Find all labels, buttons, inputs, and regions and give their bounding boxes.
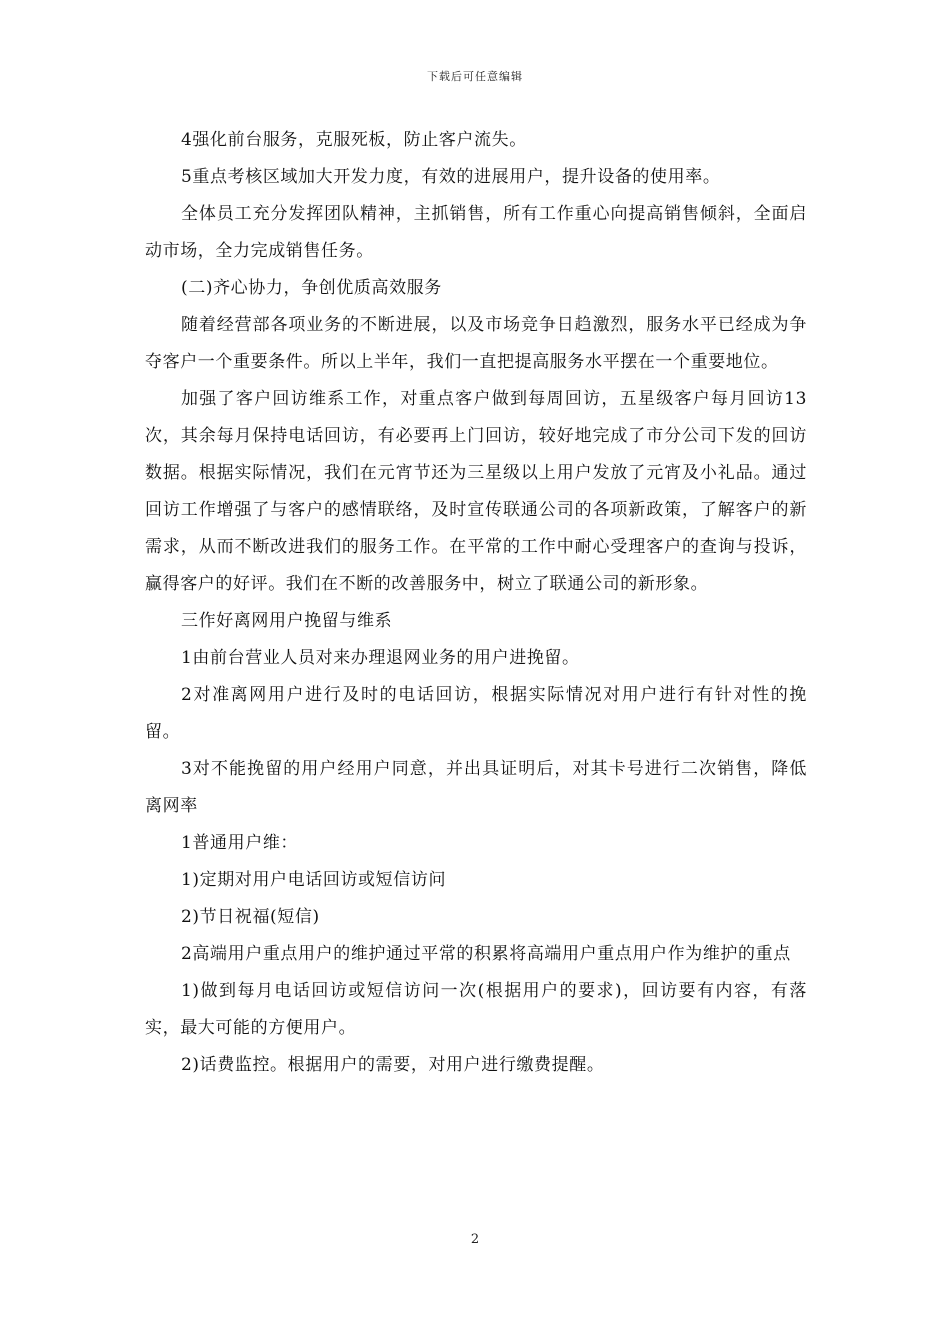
section-heading: 三作好离网用户挽留与维系 (181, 611, 393, 631)
list-item: 2高端用户重点用户的维护通过平常的积累将高端用户重点用户作为维护的重点 (181, 944, 791, 964)
list-item: 3对不能挽留的用户经用户同意，并出具证明后，对其卡号进行二次销售，降低离网率 (145, 759, 807, 816)
paragraph: 加强了客户回访维系工作，对重点客户做到每周回访，五星级客户每月回访13次，其余每月保持电话回访，有必要再上门回访，较好地完成了市分公司下发的回访数据。根据实际情况，我们在元宵节还为三星级以上用户发放了元宵及小礼品。通过回访工作增强了与客户的感情联络，及时宣传联通公司的各项新政策，了解客户的新需求，从而不断改进我们的服务工作。在平常的工作中耐心受理客户的查询与投诉，赢得客户的好评。我们在不断的改善服务中，树立了联通公司的新形象。 (145, 389, 807, 594)
page-header: 下载后可任意编辑 (427, 70, 523, 83)
list-item: 2)节日祝福(短信) (181, 907, 320, 927)
list-item: 1)做到每月电话回访或短信访问一次(根据用户的要求)，回访要有内容，有落实，最大可能的方便用户。 (145, 981, 807, 1038)
paragraph: 4强化前台服务，克服死板，防止客户流失。 (181, 130, 527, 150)
list-item: 2对准离网用户进行及时的电话回访，根据实际情况对用户进行有针对性的挽留。 (145, 685, 807, 742)
list-item: 2)话费监控。根据用户的需要，对用户进行缴费提醒。 (181, 1055, 605, 1075)
list-item: 1由前台营业人员对来办理退网业务的用户进挽留。 (181, 648, 580, 668)
paragraph: 全体员工充分发挥团队精神，主抓销售，所有工作重心向提高销售倾斜，全面启动市场，全力完成销售任务。 (145, 204, 807, 261)
document-body (145, 122, 807, 1084)
list-item: 1)定期对用户电话回访或短信访问 (181, 870, 447, 890)
paragraph: 5重点考核区域加大开发力度，有效的进展用户，提升设备的使用率。 (181, 167, 721, 187)
paragraph: 随着经营部各项业务的不断进展，以及市场竞争日趋激烈，服务水平已经成为争夺客户一个重要条件。所以上半年，我们一直把提高服务水平摆在一个重要地位。 (145, 315, 807, 372)
list-item: 1普通用户维： (181, 833, 299, 853)
section-heading: (二)齐心协力，争创优质高效服务 (181, 278, 442, 298)
page-number: 2 (470, 1232, 480, 1247)
